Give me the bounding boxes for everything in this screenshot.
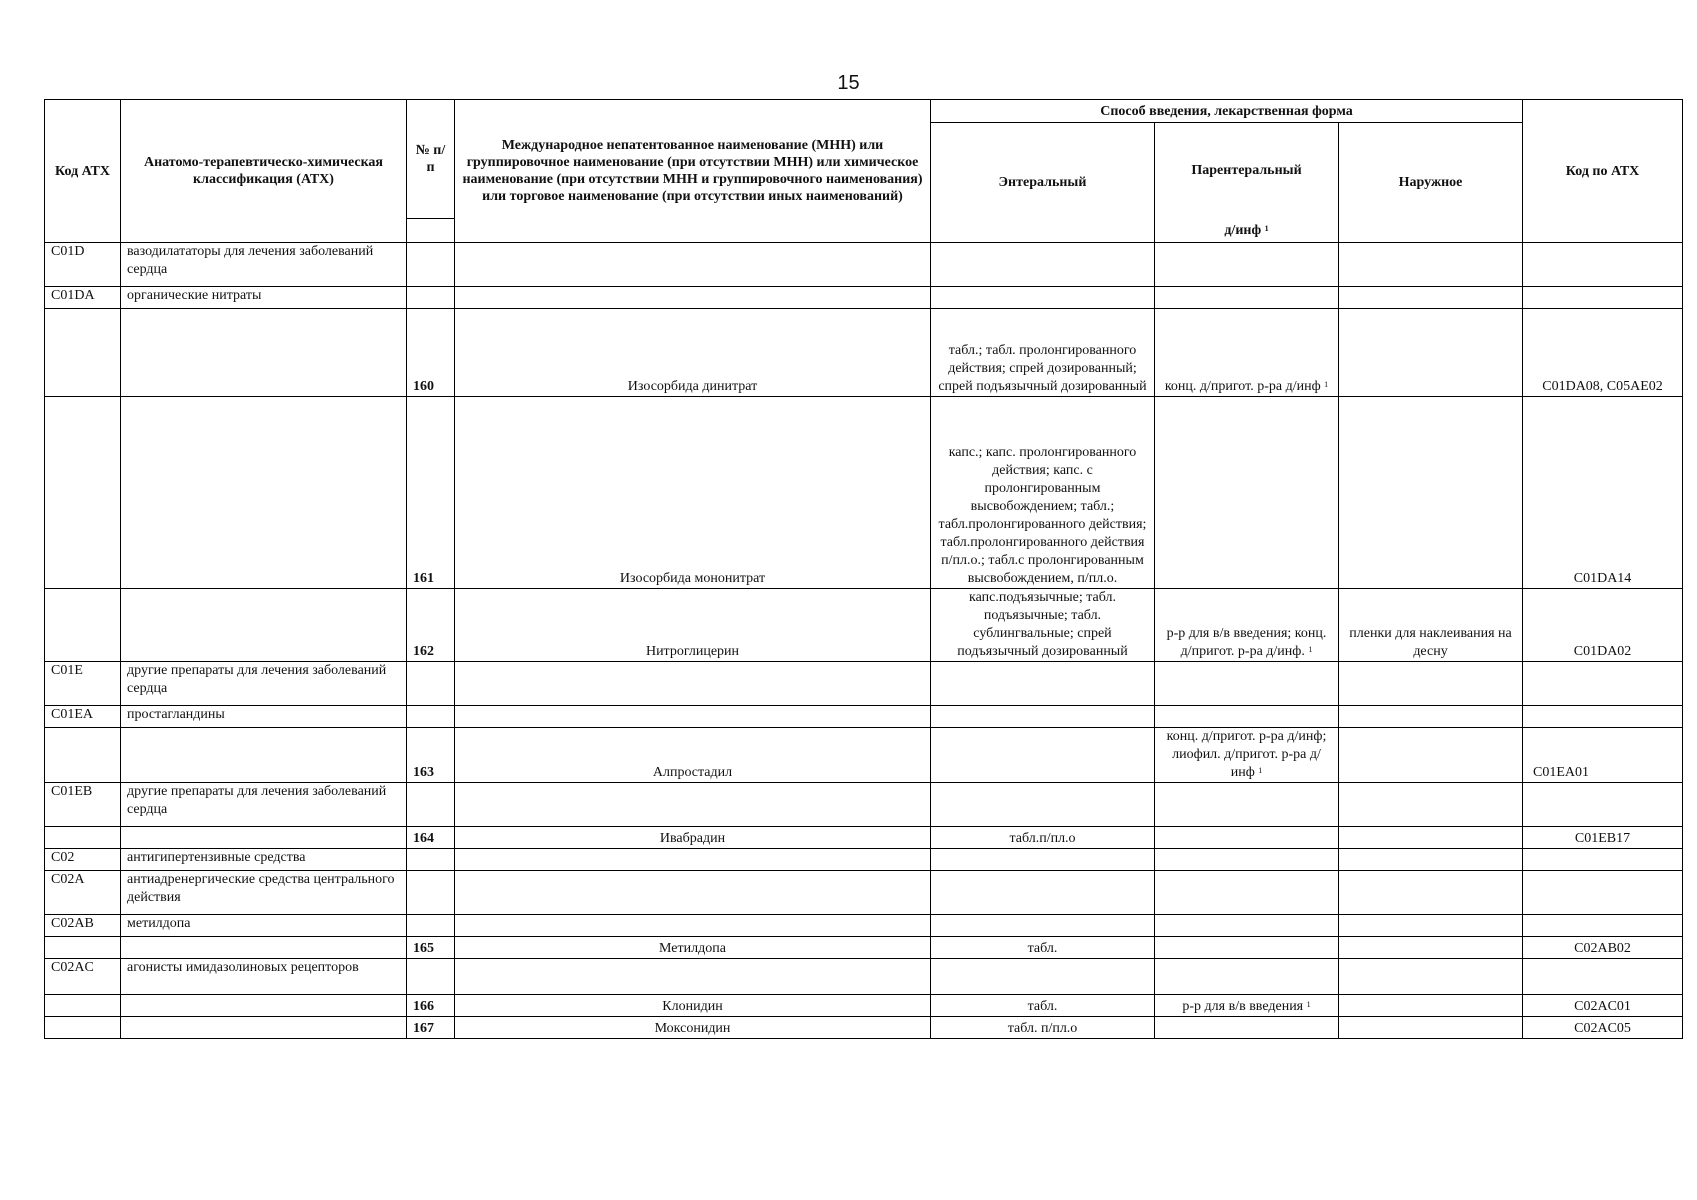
atx-group-code (45, 1017, 121, 1039)
drug-name-cell (455, 706, 931, 728)
atx-code: C01DA14 (1523, 397, 1683, 589)
row-number: 161 (407, 397, 455, 589)
parenteral-form: р-р для в/в введения $^1$ (1155, 995, 1339, 1017)
atx-group-code (45, 937, 121, 959)
row-number: 165 (407, 937, 455, 959)
drug-name-cell (455, 915, 931, 937)
atx-group-name: агонисты имидазолиновых рецепторов (121, 959, 407, 995)
enteral-form: табл. п/пл.о (931, 1017, 1155, 1039)
enteral-form (931, 728, 1155, 783)
enteral-form: капс.; капс. пролонгированного действия; капс. с пролонгированным высвобождением; табл.; табл.пролонгированного действия; табл.пролонгированного действия п/пл.о.; табл.с пролонгированным высвобождением, п/пл.о. (931, 397, 1155, 589)
atx-group-name (121, 827, 407, 849)
external-cell (1339, 849, 1523, 871)
external-form (1339, 827, 1523, 849)
row-number: 163 (407, 728, 455, 783)
external-cell (1339, 243, 1523, 287)
drug-row (45, 937, 1683, 959)
row-number: 167 (407, 1017, 455, 1039)
atx-code-cell (1523, 783, 1683, 827)
header-number-blank (407, 219, 455, 243)
atx-group-code: C01EB (45, 783, 121, 827)
atx-group-name: антигипертензивные средства (121, 849, 407, 871)
drug-name: Моксонидин (455, 1017, 931, 1039)
group-row (45, 915, 1683, 937)
drug-name: Ивабрадин (455, 827, 931, 849)
parenteral-cell (1155, 915, 1339, 937)
parenteral-cell (1155, 871, 1339, 915)
atx-code-cell (1523, 871, 1683, 915)
row-number-cell (407, 287, 455, 309)
atx-group-code: C01E (45, 662, 121, 706)
atx-code-cell (1523, 959, 1683, 995)
atx-group-name: другие препараты для лечения заболеваний сердца (121, 783, 407, 827)
atx-group-name: метилдопа (121, 915, 407, 937)
atx-code-cell (1523, 243, 1683, 287)
drug-name-cell (455, 783, 931, 827)
atx-group-code (45, 728, 121, 783)
parenteral-form: конц. д/пригот. р-ра д/инф $^1$ (1155, 309, 1339, 397)
atx-group-code (45, 309, 121, 397)
atx-group-code: C02 (45, 849, 121, 871)
atx-table (44, 99, 1683, 1039)
external-form (1339, 728, 1523, 783)
page-number: 15 (837, 72, 860, 94)
atx-group-code: C02A (45, 871, 121, 915)
parenteral-cell (1155, 959, 1339, 995)
atx-group-code: C02AB (45, 915, 121, 937)
row-number: 162 (407, 589, 455, 662)
drug-name: Изосорбида мононитрат (455, 397, 931, 589)
parenteral-form (1155, 937, 1339, 959)
atx-group-name (121, 995, 407, 1017)
group-row (45, 783, 1683, 827)
enteral-form: табл.; табл. пролонгированного действия; спрей дозированный; спрей подъязычный дозированный (931, 309, 1155, 397)
atx-code: C01DA08, C05AE02 (1523, 309, 1683, 397)
table-body (45, 243, 1683, 1039)
group-row (45, 871, 1683, 915)
row-number-cell (407, 662, 455, 706)
drug-name-cell (455, 243, 931, 287)
parenteral-cell (1155, 662, 1339, 706)
drug-name-cell (455, 959, 931, 995)
atx-code: C02AB02 (1523, 937, 1683, 959)
row-number: 160 (407, 309, 455, 397)
atx-group-name (121, 728, 407, 783)
enteral-cell (931, 287, 1155, 309)
atx-code: C02AC05 (1523, 1017, 1683, 1039)
atx-group-code (45, 589, 121, 662)
row-number-cell (407, 706, 455, 728)
external-cell (1339, 662, 1523, 706)
enteral-form: капс.подъязычные; табл. подъязычные; табл. сублингвальные; спрей подъязычный дозированный (931, 589, 1155, 662)
atx-group-code (45, 995, 121, 1017)
header-external: Наружное (1339, 123, 1523, 243)
header-parenteral: Парентеральный (1155, 123, 1339, 219)
parenteral-cell (1155, 287, 1339, 309)
group-row (45, 706, 1683, 728)
atx-group-name (121, 589, 407, 662)
atx-group-name (121, 1017, 407, 1039)
drug-name: Метилдопа (455, 937, 931, 959)
enteral-cell (931, 871, 1155, 915)
external-form: пленки для наклеивания на десну (1339, 589, 1523, 662)
drug-row (45, 589, 1683, 662)
enteral-cell (931, 849, 1155, 871)
parenteral-form (1155, 827, 1339, 849)
external-form (1339, 309, 1523, 397)
drug-name: Изосорбида динитрат (455, 309, 931, 397)
enteral-cell (931, 783, 1155, 827)
group-row (45, 287, 1683, 309)
atx-code-cell (1523, 662, 1683, 706)
atx-code-cell (1523, 915, 1683, 937)
enteral-form: табл.п/пл.о (931, 827, 1155, 849)
drug-row (45, 1017, 1683, 1039)
external-cell (1339, 871, 1523, 915)
drug-name-cell (455, 662, 931, 706)
atx-group-name (121, 937, 407, 959)
drug-row (45, 728, 1683, 783)
atx-code: C01EB17 (1523, 827, 1683, 849)
parenteral-cell (1155, 706, 1339, 728)
atx-code-cell (1523, 706, 1683, 728)
group-row (45, 959, 1683, 995)
external-form (1339, 995, 1523, 1017)
external-cell (1339, 959, 1523, 995)
parenteral-form: конц. д/пригот. р-ра д/инф; лиофил. д/пригот. р-ра д/инф $^1$ (1155, 728, 1339, 783)
atx-group-name (121, 397, 407, 589)
header-inn: Международное непатентованное наименование (МНН) или группировочное наименование (при отсутствии МНН) или химическое наименование (при отсутствии МНН и группировочного наименования) или торговое наименование (при отсутствии иных наименований) (455, 100, 931, 243)
row-number: 166 (407, 995, 455, 1017)
header-code: Код АТХ (45, 100, 121, 243)
drug-name-cell (455, 849, 931, 871)
atx-group-code: C01D (45, 243, 121, 287)
external-cell (1339, 915, 1523, 937)
enteral-cell (931, 706, 1155, 728)
atx-group-name (121, 309, 407, 397)
atx-group-name: другие препараты для лечения заболеваний сердца (121, 662, 407, 706)
parenteral-form (1155, 1017, 1339, 1039)
atx-group-code: C01DA (45, 287, 121, 309)
header-enteral: Энтеральный (931, 123, 1155, 243)
parenteral-form (1155, 397, 1339, 589)
drug-row (45, 397, 1683, 589)
drug-name: Алпростадил (455, 728, 931, 783)
external-cell (1339, 287, 1523, 309)
parenteral-cell (1155, 783, 1339, 827)
row-number-cell (407, 783, 455, 827)
atx-group-code (45, 827, 121, 849)
parenteral-form: р-р для в/в введения; конц. д/пригот. р-ра д/инф. $^1$ (1155, 589, 1339, 662)
parenteral-cell (1155, 243, 1339, 287)
drug-name: Нитроглицерин (455, 589, 931, 662)
enteral-cell (931, 959, 1155, 995)
header-parenteral-sub: д/инф $^1$ (1155, 219, 1339, 243)
external-cell (1339, 783, 1523, 827)
parenteral-cell (1155, 849, 1339, 871)
group-row (45, 849, 1683, 871)
drug-name: Клонидин (455, 995, 931, 1017)
atx-group-name: органические нитраты (121, 287, 407, 309)
atx-group-code: C02AC (45, 959, 121, 995)
atx-group-name: вазодилататоры для лечения заболеваний сердца (121, 243, 407, 287)
row-number-cell (407, 871, 455, 915)
enteral-form: табл. (931, 937, 1155, 959)
atx-code: C01DA02 (1523, 589, 1683, 662)
drug-row (45, 995, 1683, 1017)
external-cell (1339, 706, 1523, 728)
group-row (45, 243, 1683, 287)
atx-group-name: антиадренергические средства центрального действия (121, 871, 407, 915)
header-number: № п/п (407, 100, 455, 219)
row-number-cell (407, 243, 455, 287)
header-atx-code: Код по АТХ (1523, 100, 1683, 243)
external-form (1339, 397, 1523, 589)
enteral-cell (931, 662, 1155, 706)
row-number-cell (407, 915, 455, 937)
header-route-group: Способ введения, лекарственная форма (931, 100, 1523, 123)
enteral-cell (931, 915, 1155, 937)
atx-code-cell (1523, 287, 1683, 309)
row-number: 164 (407, 827, 455, 849)
external-form (1339, 1017, 1523, 1039)
header-classification: Анатомо-терапевтическо-химическая классификация (АТХ) (121, 100, 407, 243)
group-row (45, 662, 1683, 706)
external-form (1339, 937, 1523, 959)
atx-code: C02AC01 (1523, 995, 1683, 1017)
atx-group-code: C01EA (45, 706, 121, 728)
drug-name-cell (455, 287, 931, 309)
drug-row (45, 309, 1683, 397)
row-number-cell (407, 959, 455, 995)
atx-code: C01EA01 (1523, 728, 1683, 783)
atx-group-code (45, 397, 121, 589)
atx-group-name: простагландины (121, 706, 407, 728)
drug-name-cell (455, 871, 931, 915)
drug-row (45, 827, 1683, 849)
row-number-cell (407, 849, 455, 871)
atx-code-cell (1523, 849, 1683, 871)
enteral-form: табл. (931, 995, 1155, 1017)
enteral-cell (931, 243, 1155, 287)
